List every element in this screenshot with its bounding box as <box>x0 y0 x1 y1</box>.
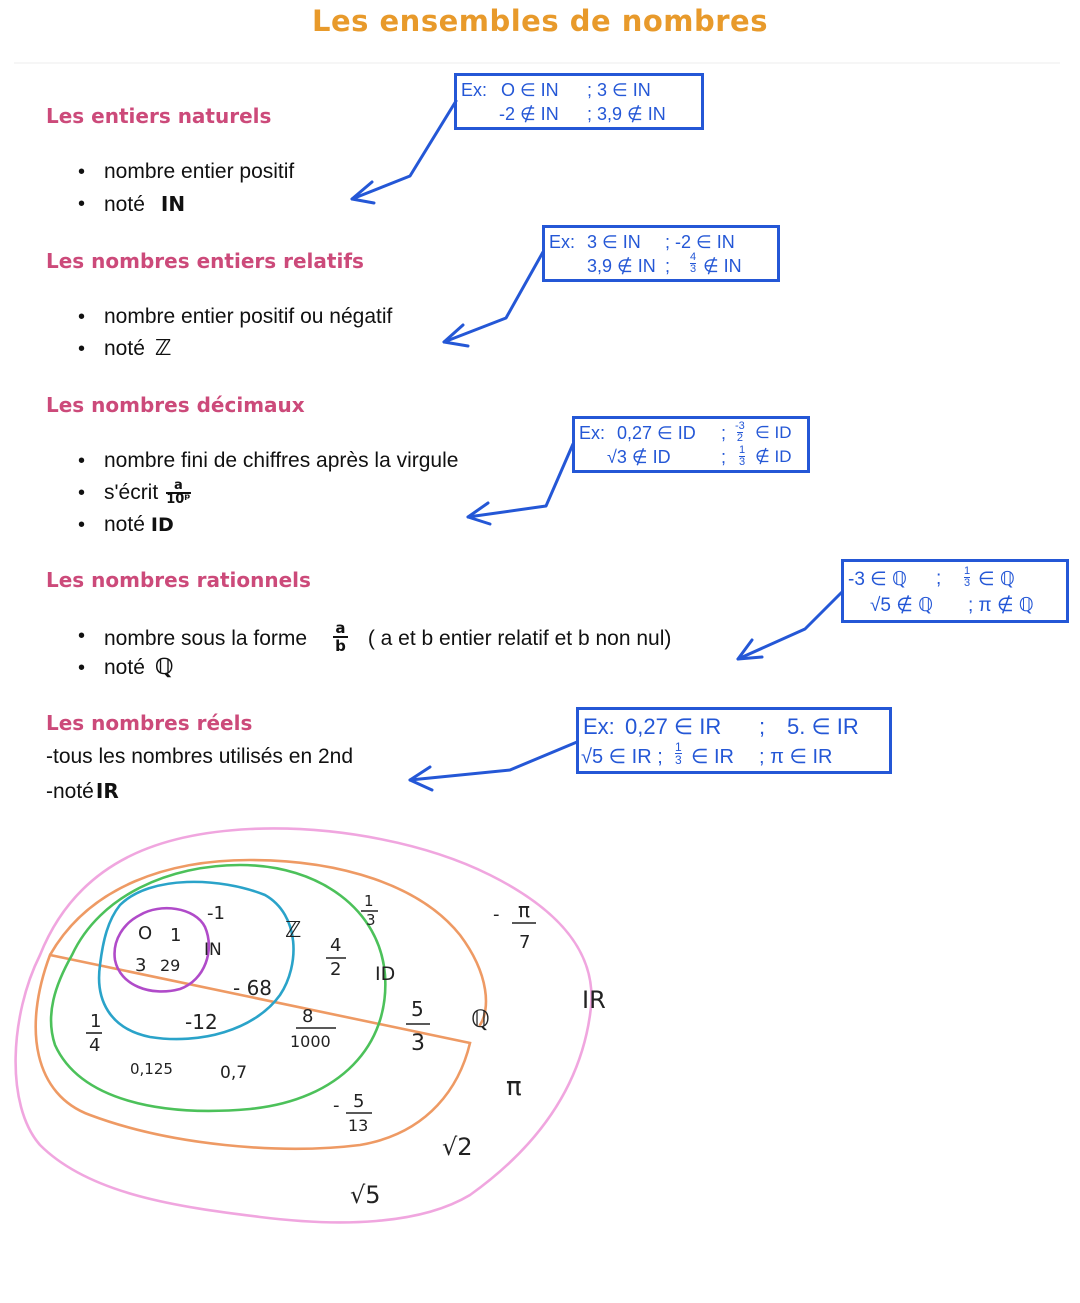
example-text: ; π ∈ IR <box>759 746 833 768</box>
example-text: ; <box>936 568 942 589</box>
example-text: ∈ IR <box>691 746 734 768</box>
label-set-Z: ℤ <box>285 918 302 943</box>
list-item: • nombre entier positif ou négatif <box>46 301 392 333</box>
arrow-rationnels <box>738 592 842 659</box>
value-4-den: 2 <box>330 959 342 980</box>
example-label: Ex: <box>461 80 488 100</box>
value-4-num: 4 <box>330 935 342 956</box>
rationnels-symbol: ℚ <box>154 655 174 680</box>
example-fraction: 1 3 <box>675 740 682 767</box>
page-title: Les ensembles de nombres <box>312 4 768 38</box>
value-5-3-num: 5 <box>411 997 424 1021</box>
heading-naturels: Les entiers naturels <box>46 104 272 128</box>
list-item: • noté ℚ <box>46 652 671 684</box>
example-label: Ex: <box>549 232 576 252</box>
label-set-Q: ℚ <box>471 1005 490 1033</box>
list-item: • noté ℤ <box>46 333 392 365</box>
heading-decimaux: Les nombres décimaux <box>46 393 305 417</box>
value-quarter-den: 4 <box>89 1035 101 1056</box>
list-item: • s'écrit $\frac{a}{\text{10ᵖ}}$ <box>46 477 458 509</box>
value-mpi7-sign: - <box>493 904 500 925</box>
example-text: ∈ ℚ <box>978 569 1015 590</box>
example-text: 3,9 ∉ IN <box>587 256 656 276</box>
value-8-den: 1000 <box>290 1032 331 1051</box>
reels-line-1: -tous les nombres utilisés en 2nd <box>46 745 353 768</box>
reels-symbol: IR <box>95 779 119 803</box>
label-set-D: ID <box>375 963 396 985</box>
value-07: 0,7 <box>220 1063 248 1083</box>
value-m5-13-num: 5 <box>353 1091 365 1112</box>
value-5-3-den: 3 <box>411 1031 425 1056</box>
set-D-outline <box>51 865 385 1111</box>
example-text: ; π ∉ ℚ <box>968 595 1034 616</box>
arrow-reels <box>410 742 577 780</box>
example-label: Ex: <box>583 714 615 739</box>
example-text: 3 ∈ IN <box>587 232 641 252</box>
example-text: O ∈ IN <box>501 80 559 100</box>
example-text: ∈ ID <box>755 423 792 442</box>
example-text: ; 3 ∈ IN <box>587 80 651 100</box>
label-set-N: IN <box>204 940 222 960</box>
value-one: 1 <box>170 925 182 946</box>
value-sqrt5: √5 <box>350 1181 381 1209</box>
value-m5-13-sign: - <box>333 1095 340 1116</box>
relatifs-symbol: ℤ <box>154 336 172 361</box>
example-text: -2 ∉ IN <box>499 104 559 124</box>
value-mpi7-den: 7 <box>519 932 531 953</box>
example-text: √3 ∉ ID <box>607 447 671 467</box>
value-sqrt2: √2 <box>442 1133 473 1161</box>
example-fraction: -3 2 <box>735 420 745 444</box>
value-three: 3 <box>135 955 147 976</box>
list-item: • nombre sous la forme $\frac{a}{b}$ ( a et b entier relatif et b non nul) <box>46 620 671 652</box>
heading-rationnels: Les nombres rationnels <box>46 568 311 592</box>
example-text: -3 ∈ ℚ <box>848 569 907 590</box>
rational-fraction: $\frac{a}{b}$ <box>335 619 346 655</box>
value-1-3-den: 3 <box>366 911 376 929</box>
value-zero: O <box>138 923 153 944</box>
decimal-fraction: $\frac{a}{\text{10ᵖ}}$ <box>166 478 191 507</box>
example-text: ; -2 ∈ IN <box>665 232 735 252</box>
example-text: ; <box>665 256 671 276</box>
decimaux-symbol: ID <box>150 514 174 536</box>
value-quarter-num: 1 <box>90 1011 102 1032</box>
value-0125: 0,125 <box>130 1060 173 1078</box>
example-text: 5. ∈ IR <box>787 714 859 739</box>
value-m5-13-den: 13 <box>348 1116 369 1135</box>
list-item: • noté ID <box>46 509 458 541</box>
list-item: • noté IN <box>46 188 294 220</box>
value-pi: π <box>506 1072 522 1102</box>
list-item: • nombre fini de chiffres après la virgule <box>46 445 458 477</box>
value-1-3-num: 1 <box>364 892 374 910</box>
value-minus-one: -1 <box>207 903 225 924</box>
value-8-num: 8 <box>302 1006 314 1027</box>
example-text: 0,27 ∈ IR <box>625 714 722 739</box>
heading-reels: Les nombres réels <box>46 711 253 735</box>
number-sets-diagram <box>0 815 640 1235</box>
value-minus-12: -12 <box>185 1010 218 1034</box>
example-text: ; <box>721 423 727 443</box>
example-text: ; 3,9 ∉ IN <box>587 104 666 124</box>
value-mpi7-num: π <box>518 898 531 922</box>
example-text: 0,27 ∈ ID <box>617 423 696 443</box>
example-text: √5 ∈ IR ; <box>581 746 663 768</box>
example-fraction: 1 3 <box>739 444 746 468</box>
example-text: ∉ ID <box>755 447 792 466</box>
value-minus-68: - 68 <box>233 976 273 1000</box>
value-29: 29 <box>160 956 181 975</box>
example-fraction: 4 3 <box>689 251 697 275</box>
example-text: ; <box>759 714 766 739</box>
example-label: Ex: <box>579 423 606 443</box>
heading-relatifs: Les nombres entiers relatifs <box>46 249 364 273</box>
example-fraction: 1 3 <box>964 565 971 589</box>
example-text: √5 ∉ ℚ <box>870 595 934 616</box>
reels-line-2: -noté IR <box>46 779 119 803</box>
label-set-R: IR <box>582 986 606 1014</box>
example-text: ; <box>721 447 727 467</box>
list-item: • nombre entier positif <box>46 156 294 188</box>
example-text: ∉ IN <box>703 256 742 276</box>
naturels-symbol: IN <box>160 192 186 216</box>
